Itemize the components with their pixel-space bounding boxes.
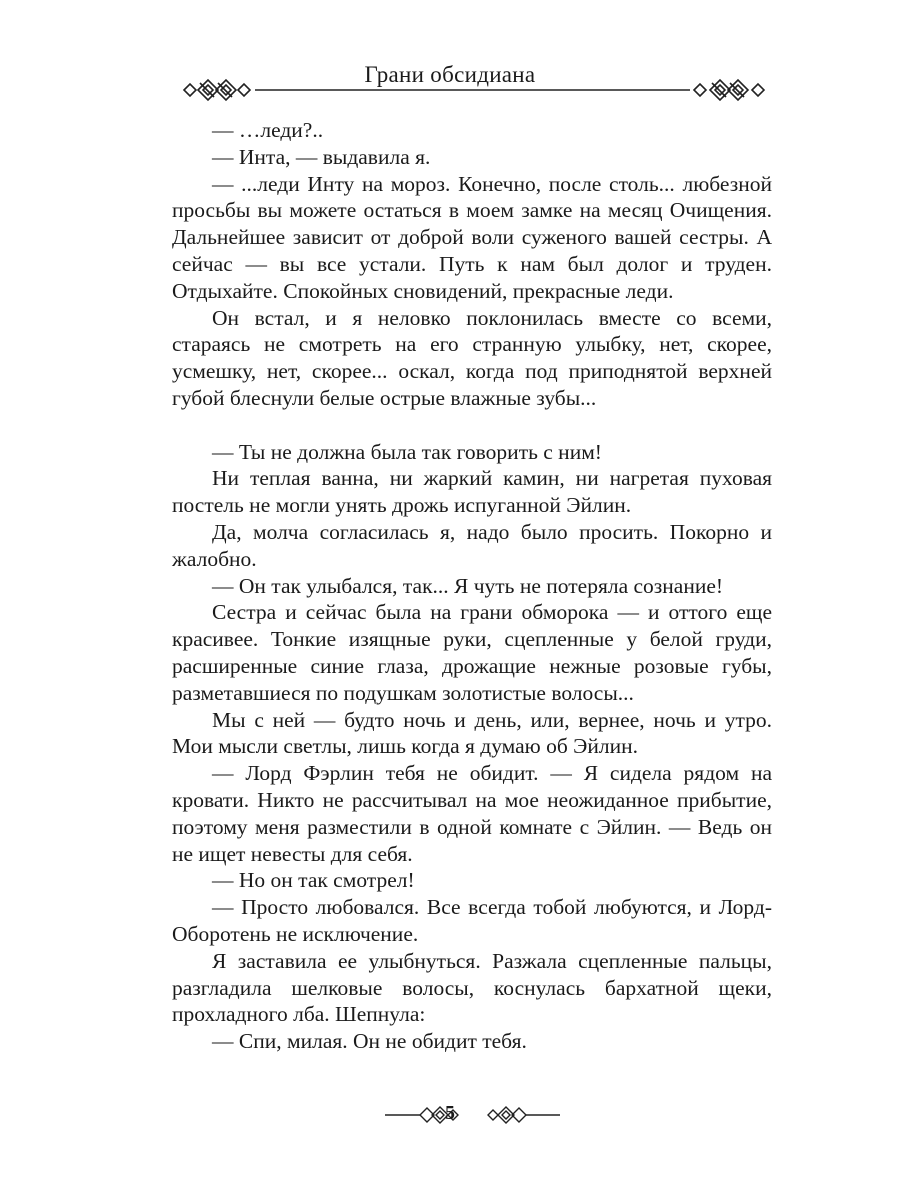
page-footer bbox=[0, 1095, 900, 1135]
paragraph: — Он так улыбался, так... Я чуть не потеряла сознание! bbox=[212, 573, 724, 598]
paragraph: Он встал, и я неловко поклонилась вместе со всеми, стараясь не смотреть на его странную улыбку, нет, скорее, усмешку, нет, скорее... оскал, когда под приподнятой верхней губой блеснули белые острые влажные зубы... bbox=[172, 305, 772, 410]
paragraph: — Спи, милая. Он не обидит тебя. bbox=[212, 1029, 527, 1054]
footer-right-knot-icon bbox=[488, 1107, 526, 1123]
paragraph: — Но он так смотрел! bbox=[212, 868, 415, 893]
paragraph: Да, молча согласилась я, надо было просить. Покорно и жалобно. bbox=[172, 519, 772, 571]
paragraph: Я заставила ее улыбнуться. Разжала сцепленные пальцы, разгладила шелковые волосы, коснулась бархатной щеки, прохладного лба. Шепнула: bbox=[172, 948, 772, 1027]
paragraph: Сестра и сейчас была на грани обморока — и оттого еще красивее. Тонкие изящные руки, сцепленные у белой груди, расширенные синие глаза, дрожащие нежные розовые губы, разметавшиеся по подушкам золотистые волосы... bbox=[172, 600, 772, 705]
paragraph: — Ты не должна была так говорить с ним! bbox=[212, 439, 602, 464]
paragraph: — Лорд Фэрлин тебя не обидит. — Я сидела рядом на кровати. Никто не рассчитывал на мое неожиданное прибытие, поэтому меня разместили в одной комнате с Эйлин. — Ведь он не ищет невесты для себя. bbox=[172, 761, 772, 866]
paragraph: — ...леди Инту на мороз. Конечно, после столь... любезной просьбы вы можете остаться в моем замке на месяц Очищения. Дальнейшее зависит от доброй воли суженого вашей сестры. А сейчас — вы все устали. Путь к нам был долог и труден. Отдыхайте. Спокойных сновидений, прекрасные леди. bbox=[172, 171, 772, 303]
running-header bbox=[0, 50, 900, 120]
paragraph: Мы с ней — будто ночь и день, или, вернее, ночь и утро. Мои мысли светлы, лишь когда я думаю об Эйлин. bbox=[172, 707, 772, 759]
page-number: 5 bbox=[445, 1102, 455, 1124]
paragraph: — …леди?.. bbox=[212, 118, 324, 142]
book-title: Грани обсидиана bbox=[364, 62, 536, 87]
page-body bbox=[172, 117, 772, 1055]
paragraph: — Просто любовался. Все всегда тобой любуются, и Лорд-Оборотень не исключение. bbox=[172, 895, 772, 946]
paragraph: — Инта, — выдавила я. bbox=[212, 144, 431, 169]
paragraph: Ни теплая ванна, ни жаркий камин, ни нагретая пуховая постель не могли унять дрожь испуганной Эйлин. bbox=[172, 466, 772, 518]
